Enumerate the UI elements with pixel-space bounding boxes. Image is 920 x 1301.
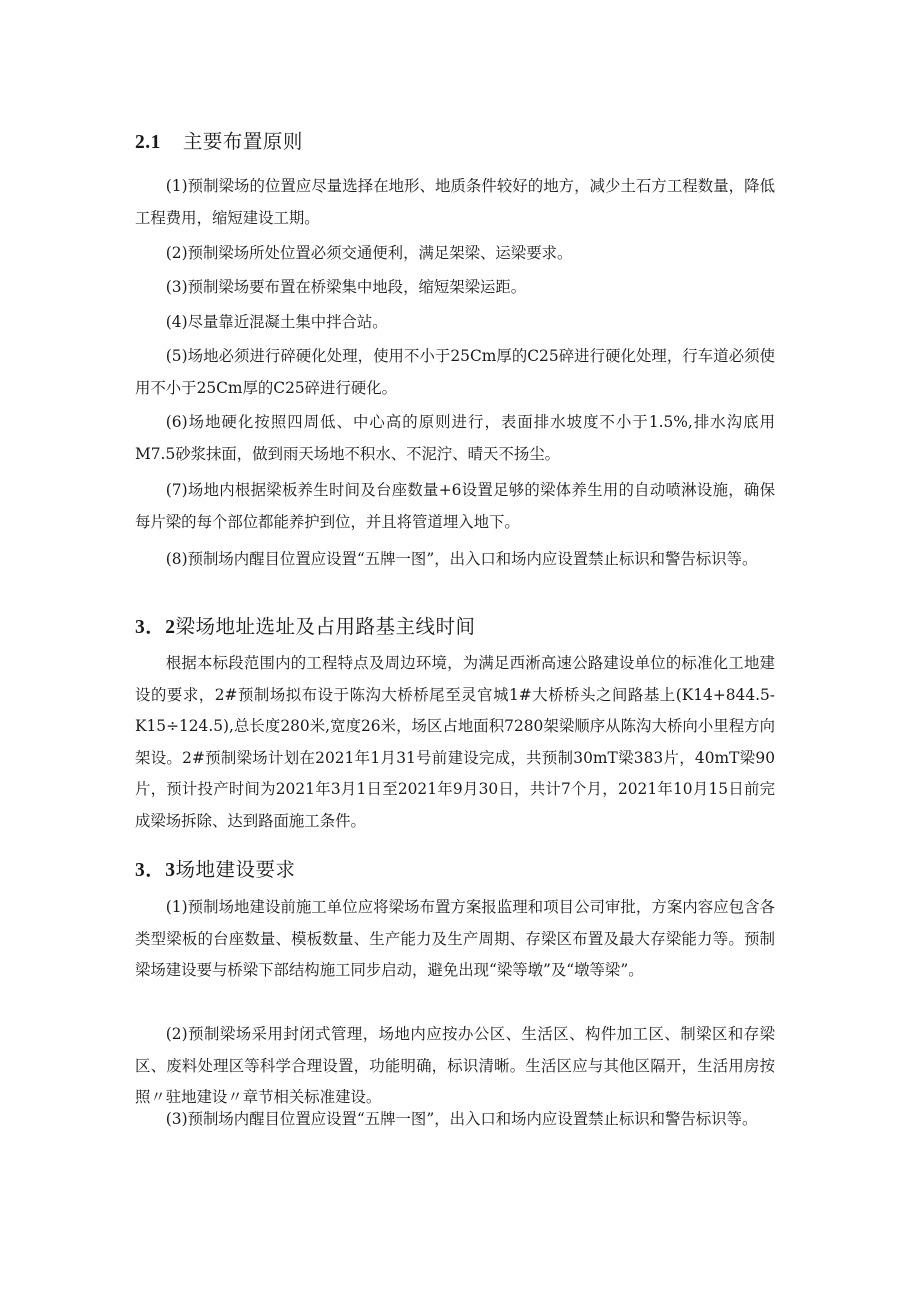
paragraph: (5)场地必须进行碎硬化处理，使用不小于25Cm厚的C25碎进行硬化处理，行车道必须使用不小于25Cm厚的C25碎进行硬化。	[135, 347, 775, 397]
section-title: 主要布置原则	[182, 130, 303, 153]
paragraph: (3)预制梁场要布置在桥梁集中地段，缩短架梁运距。	[165, 278, 527, 296]
paragraph: (1)预制梁场的位置应尽量选择在地形、地质条件较好的地方，减少土石方工程数量，降低工程费用，缩短建设工期。	[135, 177, 775, 227]
section-number: 2.1	[135, 132, 161, 153]
section-title: 场地建设要求	[175, 858, 296, 881]
paragraph: (8)预制场内醒目位置应设置“五牌一图”，出入口和场内应设置禁止标识和警告标识等。	[165, 550, 758, 568]
section-2-1-heading	[135, 130, 303, 155]
section-title: 梁场地址选址及占用路基主线时间	[175, 615, 476, 638]
paragraph: (1)预制场地建设前施工单位应将梁场布置方案报监理和项目公司审批，方案内容应包含各类型梁板的台座数量、模板数量、生产能力及生产周期、存梁区布置及最大存梁能力等。预制梁场建设要与桥梁下部结构施工同步启动，避免出现“梁等墩”及“墩等梁”。	[135, 898, 775, 979]
paragraph: 根据本标段范围内的工程特点及周边环境，为满足西淅高速公路建设单位的标准化工地建设的要求，2#预制场拟布设于陈沟大桥桥尾至灵官城1#大桥桥头之间路基上(K14+844.5-K15÷124.5),总长度280米,宽度26米，场区占地面积7280架梁顺序从陈沟大桥向小里程方向架设。2#预制梁场计划在2021年1月31号前建设完成，共预制30mT梁383片，40mT梁90片，预计投产时间为2021年3月1日至2021年9月30日，共计7个月，2021年10月15日前完成梁场拆除、达到路面施工条件。	[135, 654, 775, 830]
paragraph: (3)预制场内醒目位置应设置“五牌一图”，出入口和场内应设置禁止标识和警告标识等。	[165, 1110, 758, 1128]
paragraph: (2)预制梁场采用封闭式管理，场地内应按办公区、生活区、构件加工区、制梁区和存梁区、废料处理区等科学合理设置，功能明确，标识清晰。生活区应与其他区隔开，生活用房按照〃驻地建设〃章节相关标准建设。	[135, 1025, 775, 1106]
section-number: 3．2	[135, 617, 176, 638]
paragraph: (6)场地硬化按照四周低、中心高的原则进行，表面排水坡度不小于1.5%,排水沟底用M7.5砂浆抹面，做到雨天场地不积水、不泥泞、晴天不扬尘。	[135, 413, 775, 463]
section-number: 3．3	[135, 860, 176, 881]
paragraph: (4)尽量靠近混凝土集中拌合站。	[165, 313, 388, 331]
section-3-2-heading	[135, 615, 476, 640]
section-3-3-heading	[135, 858, 296, 883]
paragraph: (7)场地内根据梁板养生时间及台座数量+6设置足够的梁体养生用的自动喷淋设施，确保每片梁的每个部位都能养护到位，并且将管道埋入地下。	[135, 481, 775, 531]
paragraph: (2)预制梁场所处位置必须交通便利，满足架梁、运梁要求。	[165, 244, 573, 262]
